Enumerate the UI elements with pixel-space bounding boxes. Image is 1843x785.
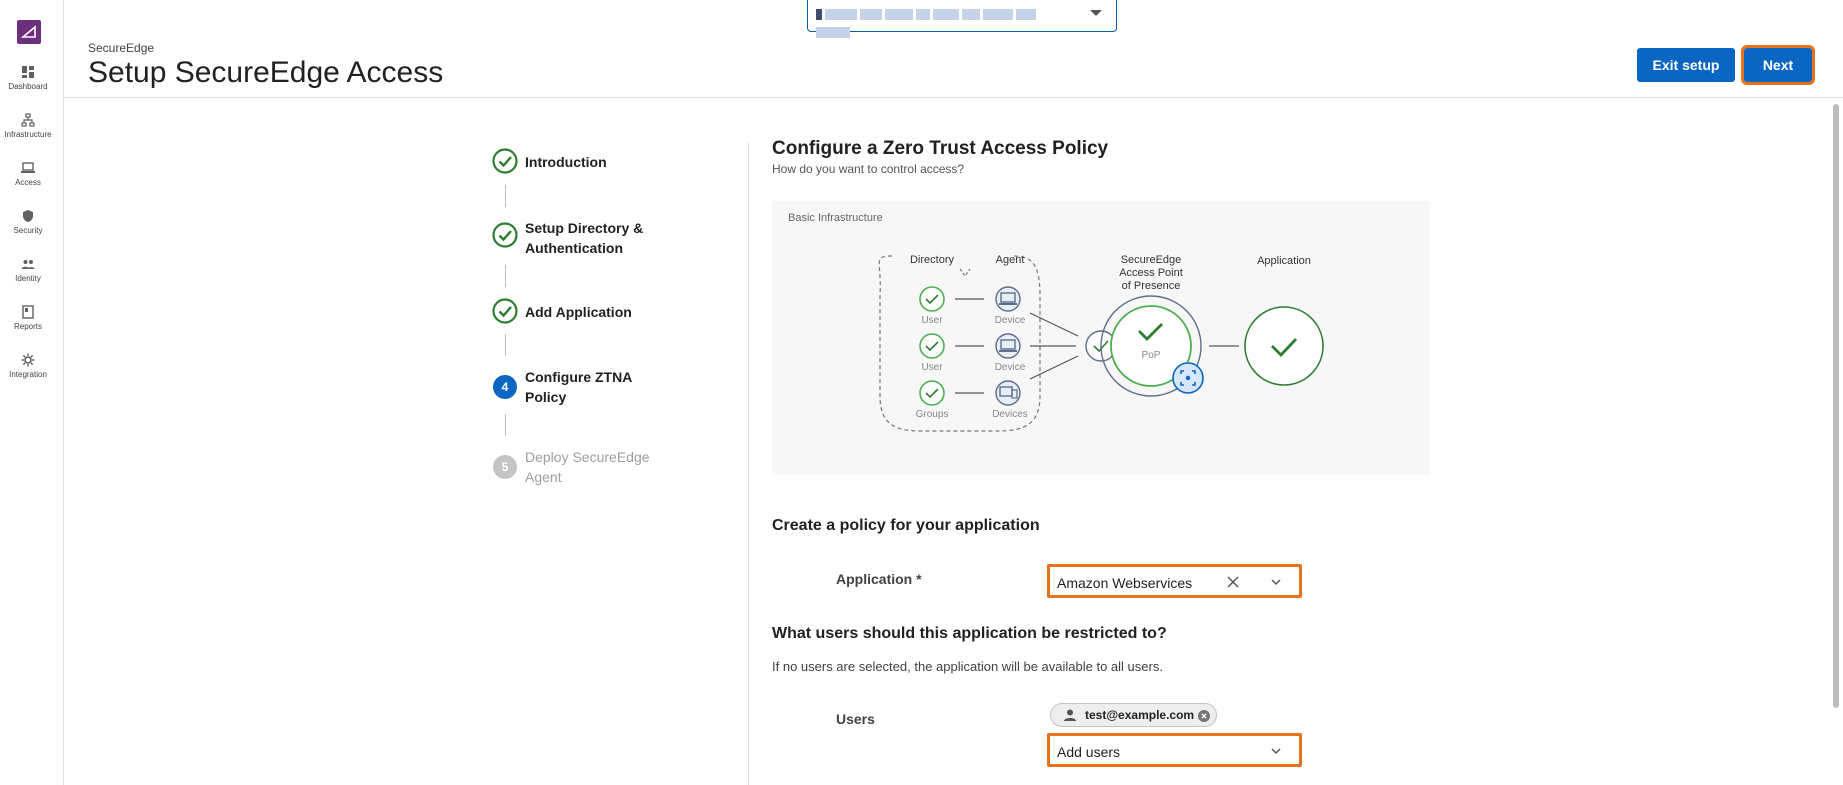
brand-logo[interactable] bbox=[17, 20, 41, 44]
person-icon bbox=[1063, 708, 1077, 722]
user-chip bbox=[1050, 703, 1217, 727]
clear-icon[interactable] bbox=[1225, 574, 1241, 590]
step-number-badge bbox=[493, 455, 519, 481]
content-title: Configure a Zero Trust Access Policy bbox=[772, 138, 1109, 159]
content-subtitle: How do you want to control access? bbox=[772, 162, 965, 176]
step-connector bbox=[505, 334, 506, 356]
step-number-badge bbox=[493, 375, 519, 401]
user-chip-label: test@example.com bbox=[1085, 708, 1195, 722]
users-help-text: If no users are selected, the application will be available to all users. bbox=[772, 659, 1163, 674]
application-select[interactable] bbox=[1047, 564, 1302, 598]
tenant-select[interactable] bbox=[807, 0, 1117, 32]
application-select-value: Amazon Webservices bbox=[1057, 575, 1193, 591]
next-button[interactable]: Next bbox=[1744, 48, 1812, 82]
label-device: Device bbox=[994, 315, 1026, 326]
label-devices: Devices bbox=[992, 409, 1028, 420]
dashboard-icon bbox=[21, 65, 35, 79]
sidebar-item-identity[interactable] bbox=[0, 257, 56, 283]
user-check-circle bbox=[920, 287, 944, 311]
step-label: Configure ZTNA Policy bbox=[525, 369, 632, 405]
breadcrumb[interactable]: SecureEdge bbox=[88, 41, 155, 55]
users-section-title: What users should this application be restricted to? bbox=[772, 625, 1167, 642]
infrastructure-diagram bbox=[772, 201, 1430, 475]
page-title: Setup SecureEdge Access bbox=[88, 56, 444, 89]
sidebar-item-label: Reports bbox=[13, 322, 42, 331]
device-icon bbox=[996, 287, 1020, 311]
laptop-icon bbox=[21, 161, 35, 175]
label-pop: PoP bbox=[1141, 350, 1161, 361]
sidebar bbox=[0, 0, 64, 785]
tenant-value-redacted bbox=[816, 9, 1072, 21]
devices-icon bbox=[996, 381, 1020, 405]
sidebar-item-label: Infrastructure bbox=[4, 130, 52, 139]
step-connector bbox=[505, 265, 506, 287]
sidebar-item-label: Dashboard bbox=[8, 82, 48, 91]
sidebar-item-integration[interactable] bbox=[0, 353, 56, 379]
check-circle-icon bbox=[492, 222, 518, 248]
check-circle-icon bbox=[492, 148, 518, 174]
step-connector bbox=[505, 185, 506, 207]
label-pop-line3: of Presence bbox=[1121, 280, 1181, 292]
label-groups: Groups bbox=[915, 409, 949, 420]
content-divider bbox=[748, 142, 749, 785]
step-label: Setup Directory & Authentication bbox=[525, 220, 644, 256]
add-users-select[interactable] bbox=[1047, 733, 1302, 767]
user-check-circle bbox=[920, 334, 944, 358]
gear-icon bbox=[21, 353, 35, 367]
diagram-caption: Basic Infrastructure bbox=[788, 212, 883, 224]
application-check-circle bbox=[1245, 307, 1323, 385]
device-icon bbox=[996, 334, 1020, 358]
sidebar-item-reports[interactable] bbox=[0, 305, 56, 331]
scan-badge-icon bbox=[1173, 363, 1203, 393]
label-directory: Directory bbox=[909, 254, 955, 266]
users-field-label: Users bbox=[836, 711, 875, 727]
page-header bbox=[64, 0, 1843, 98]
label-user: User bbox=[921, 362, 943, 373]
sidebar-item-label: Security bbox=[13, 226, 43, 235]
sidebar-item-label: Integration bbox=[9, 370, 47, 379]
application-field-label: Application * bbox=[836, 571, 922, 587]
policy-section-title: Create a policy for your application bbox=[772, 517, 1040, 534]
sidebar-item-infrastructure[interactable] bbox=[0, 113, 56, 139]
diagram-graphic bbox=[772, 201, 1430, 475]
add-users-placeholder: Add users bbox=[1057, 744, 1121, 760]
sidebar-item-security[interactable] bbox=[0, 209, 56, 235]
step-connector bbox=[505, 414, 506, 436]
label-agent: Agent bbox=[995, 254, 1025, 266]
chevron-down-icon[interactable] bbox=[1271, 747, 1281, 755]
groups-check-circle bbox=[920, 381, 944, 405]
label-pop-line2: Access Point bbox=[1119, 267, 1183, 279]
step-label: Introduction bbox=[525, 154, 607, 170]
sidebar-item-dashboard[interactable] bbox=[0, 65, 56, 91]
report-icon bbox=[21, 305, 35, 319]
label-device: Device bbox=[994, 362, 1026, 373]
label-application: Application bbox=[1257, 255, 1311, 267]
exit-setup-button[interactable]: Exit setup bbox=[1637, 48, 1735, 82]
check-circle-icon bbox=[492, 298, 518, 324]
sidebar-item-access[interactable] bbox=[0, 161, 56, 187]
sidebar-item-label: Identity bbox=[15, 274, 41, 283]
step-label: Deploy SecureEdge Agent bbox=[525, 449, 650, 485]
label-user: User bbox=[921, 315, 943, 326]
chevron-down-icon bbox=[1090, 10, 1102, 16]
network-icon bbox=[21, 113, 35, 127]
vertical-scrollbar[interactable] bbox=[1833, 104, 1839, 708]
step-label: Add Application bbox=[525, 304, 632, 320]
people-icon bbox=[21, 257, 35, 271]
sidebar-item-label: Access bbox=[15, 178, 41, 187]
chevron-down-icon[interactable] bbox=[1271, 578, 1281, 586]
step-number: 5 bbox=[493, 455, 517, 479]
label-pop-line1: SecureEdge bbox=[1120, 254, 1182, 266]
remove-chip-icon[interactable] bbox=[1198, 710, 1210, 722]
shield-icon bbox=[21, 209, 35, 223]
step-number: 4 bbox=[493, 375, 517, 399]
